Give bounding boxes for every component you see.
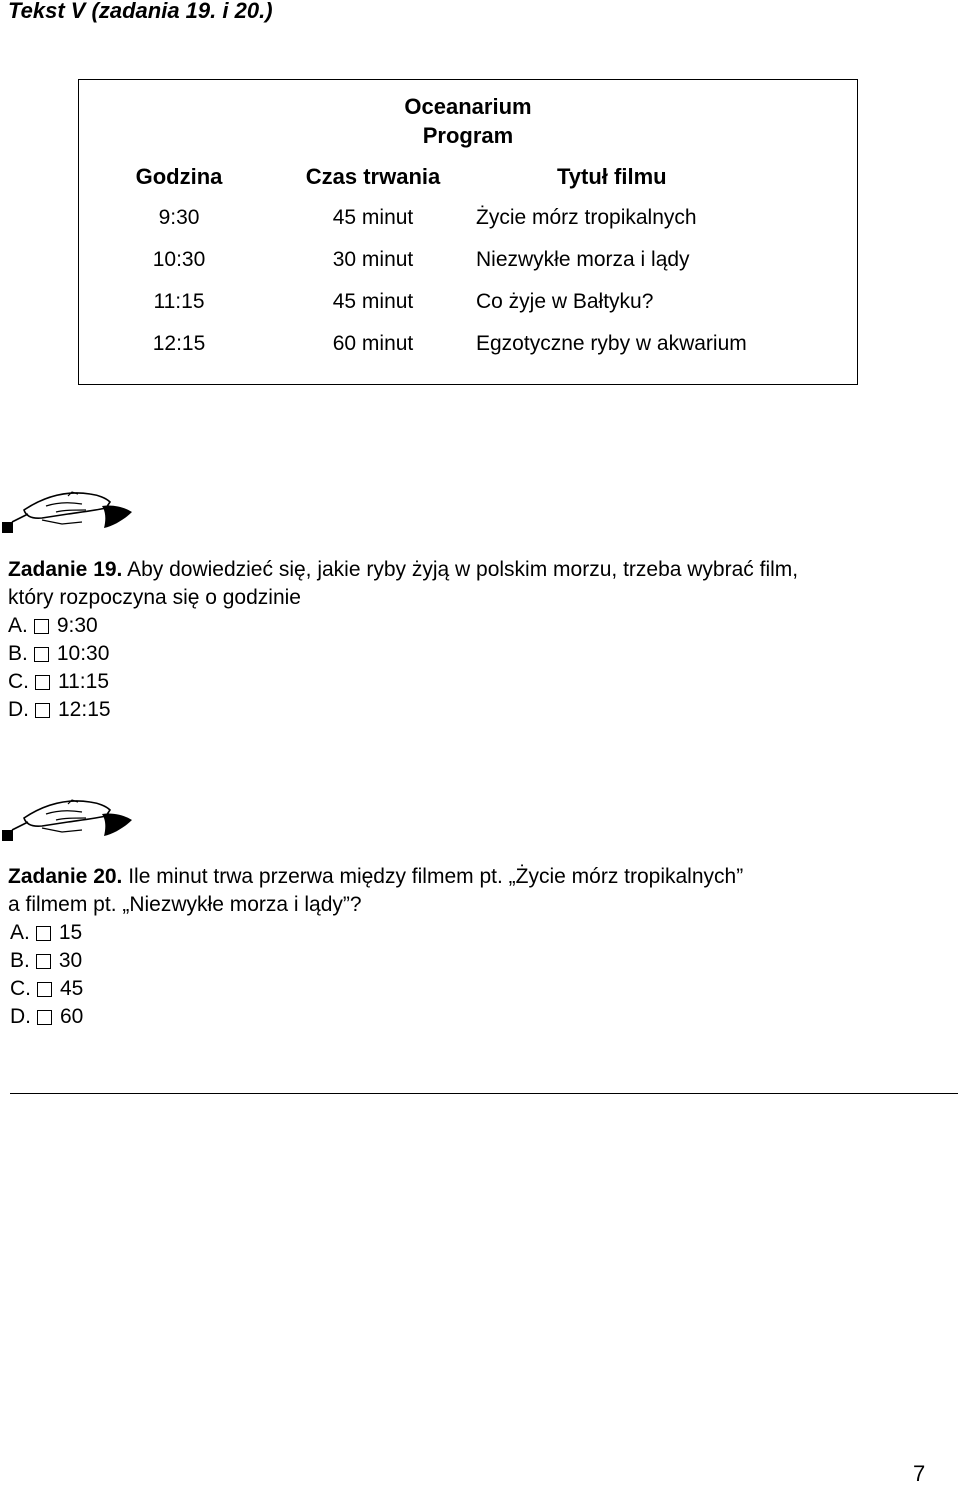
task-20-text-line2: a filmem pt. „Niezwykłe morza i lądy”? [8, 893, 362, 916]
checkbox-icon[interactable] [37, 982, 52, 997]
program-box [78, 79, 858, 385]
option-value: 60 [60, 1005, 84, 1028]
row-film-title: Niezwykłe morza i lądy [476, 248, 690, 271]
option-letter: D. [10, 1005, 31, 1028]
task-20-text-line1: Ile minut trwa przerwa między filmem pt. „Życie mórz tropikalnych” [122, 865, 744, 888]
checkbox-icon[interactable] [34, 647, 49, 662]
row-duration: 60 minut [332, 332, 414, 355]
row-film-title: Co żyje w Bałtyku? [476, 290, 654, 313]
option-value: 15 [58, 921, 83, 944]
option-letter: C. [8, 670, 29, 693]
row-film-title: Życie mórz tropikalnych [476, 206, 697, 229]
task-20-question [8, 863, 743, 891]
answer-option[interactable] [10, 975, 83, 1003]
program-subtitle: Program [422, 123, 514, 148]
row-time: 12:15 [152, 332, 206, 355]
answer-option[interactable] [10, 947, 82, 975]
section-title: Tekst V (zadania 19. i 20.) [8, 0, 273, 23]
column-header-film: Tytuł filmu [557, 164, 667, 189]
program-title: Oceanarium [404, 94, 532, 119]
option-value: 9:30 [56, 614, 98, 637]
answer-option[interactable] [10, 1003, 83, 1031]
option-letter: D. [8, 698, 29, 721]
answer-option[interactable] [8, 668, 109, 696]
row-duration: 45 minut [332, 206, 414, 229]
checkbox-icon[interactable] [36, 954, 51, 969]
answer-option[interactable] [10, 919, 82, 947]
task-19-question [8, 556, 798, 584]
row-duration: 30 minut [332, 248, 414, 271]
option-letter: A. [8, 614, 28, 637]
checkbox-icon[interactable] [34, 619, 49, 634]
option-letter: B. [10, 949, 30, 972]
task-19-text-line1: Aby dowiedzieć się, jakie ryby żyją w polskim morzu, trzeba wybrać film, [122, 558, 799, 581]
column-header-duration: Czas trwania [305, 164, 441, 189]
row-time: 9:30 [158, 206, 200, 229]
row-film-title: Egzotyczne ryby w akwarium [476, 332, 747, 355]
task-19-label: Zadanie 19. [8, 558, 123, 581]
row-time: 11:15 [153, 290, 205, 313]
writing-hand-icon [2, 796, 134, 844]
checkbox-icon[interactable] [36, 926, 51, 941]
checkbox-icon[interactable] [35, 675, 50, 690]
option-value: 10:30 [56, 642, 110, 665]
option-letter: C. [10, 977, 31, 1000]
page-number: 7 [913, 1461, 926, 1486]
answer-option[interactable] [8, 612, 98, 640]
row-duration: 45 minut [332, 290, 414, 313]
column-header-time: Godzina [135, 164, 223, 189]
writing-hand-icon [2, 488, 134, 536]
option-value: 11:15 [58, 670, 109, 693]
task-20-label: Zadanie 20. [8, 865, 123, 888]
checkbox-icon[interactable] [35, 703, 50, 718]
option-letter: A. [10, 921, 30, 944]
option-value: 12:15 [58, 698, 111, 721]
answer-option[interactable] [8, 640, 109, 668]
row-time: 10:30 [152, 248, 206, 271]
separator-line [10, 1093, 958, 1094]
option-letter: B. [8, 642, 28, 665]
task-19-text-line2: który rozpoczyna się o godzinie [8, 586, 301, 609]
option-value: 30 [58, 949, 83, 972]
checkbox-icon[interactable] [37, 1010, 52, 1025]
answer-option[interactable] [8, 696, 111, 724]
option-value: 45 [60, 977, 84, 1000]
